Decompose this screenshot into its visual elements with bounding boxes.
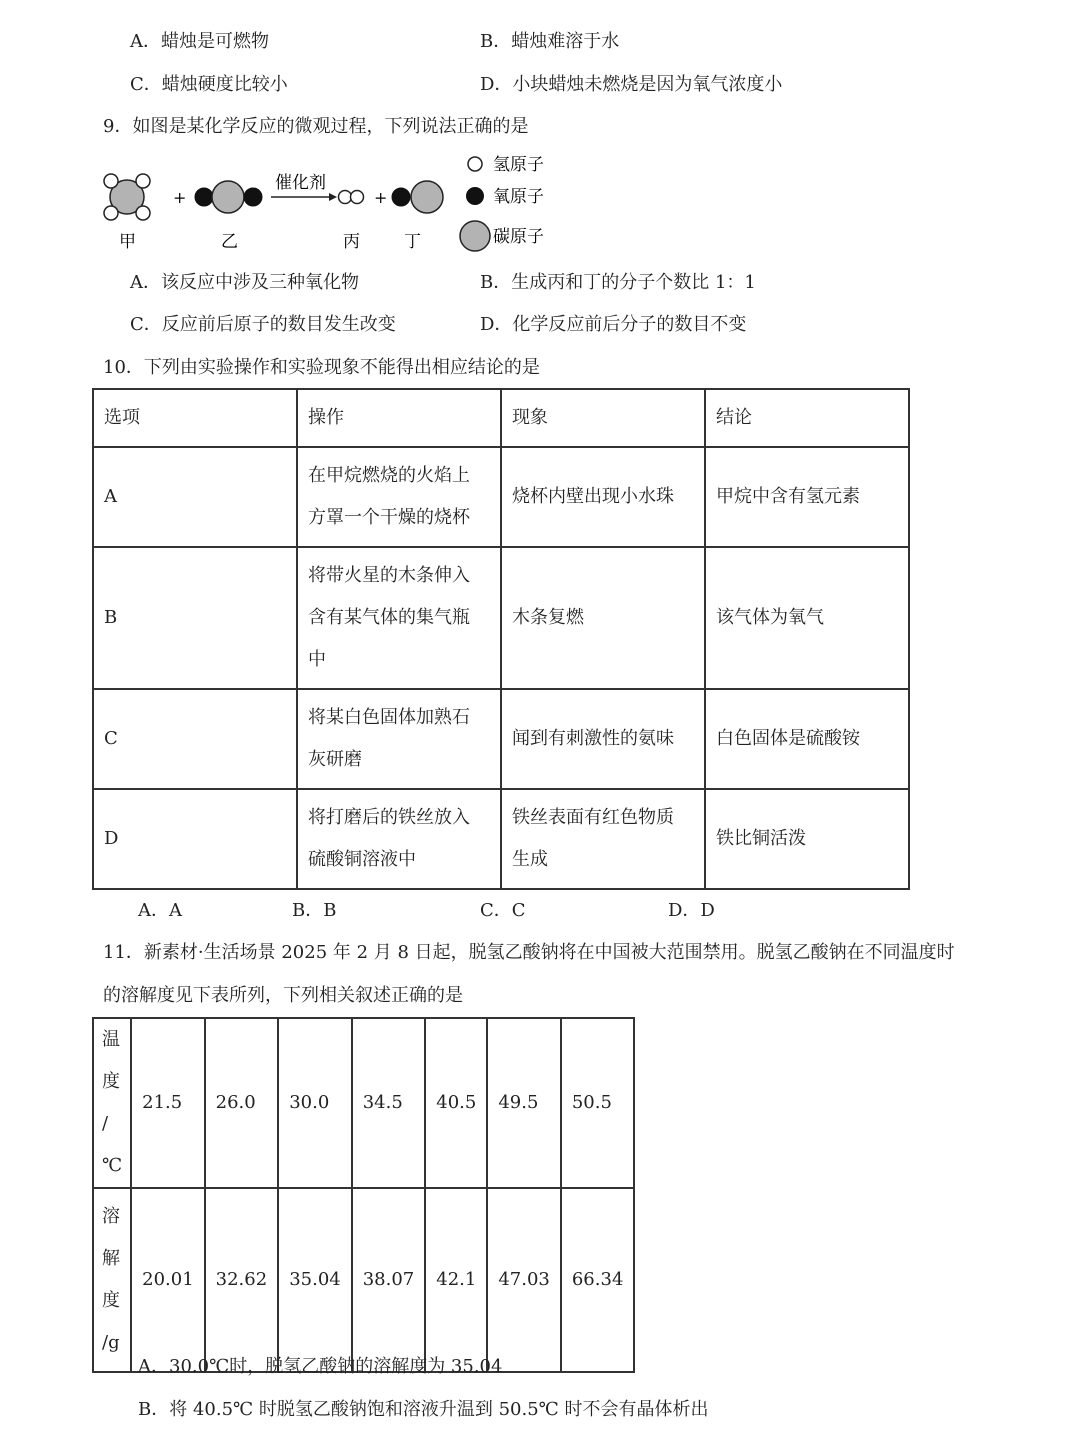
q11-solubility-row: [93, 1188, 634, 1372]
q11-sol-cell-4: 38.07: [352, 1188, 426, 1372]
molecule-jia: [104, 174, 150, 220]
q11-temp-cell-4: 34.5: [352, 1018, 426, 1188]
q10-row-a-conclusion: 甲烷中含有氢元素: [705, 447, 909, 547]
q10-option-c: C．C: [480, 900, 526, 921]
q9-option-b: B．生成丙和丁的分子个数比 1：1: [480, 272, 756, 293]
label-ding: 丁: [404, 232, 421, 252]
q11-temp-cell-1: 21.5: [131, 1018, 205, 1188]
q11-solubility-label-line-3: 度: [102, 1290, 120, 1311]
reaction-diagram: [95, 150, 565, 260]
q11-sol-cell-3: 35.04: [278, 1188, 352, 1372]
q10-row-a-operation-line-1: 在甲烷燃烧的火焰上: [308, 465, 470, 486]
q11-sol-cell-1: 20.01: [131, 1188, 205, 1372]
q10-option-d: D．D: [668, 900, 715, 921]
legend-oxygen-icon: [466, 187, 484, 205]
q10-header-conclusion: 结论: [705, 389, 909, 447]
q10-row-d-phenomenon-line-1: 铁丝表面有红色物质: [512, 807, 674, 828]
q10-row-d-operation-line-1: 将打磨后的铁丝放入: [308, 807, 470, 828]
reaction-arrow-head: [329, 193, 337, 201]
q10-row-d-conclusion: 铁比铜活泼: [705, 789, 909, 889]
label-bing: 丙: [343, 232, 360, 252]
q10-row-b-operation-line-3: 中: [308, 649, 326, 670]
q11-temp-cell-5: 40.5: [425, 1018, 487, 1188]
legend-hydrogen: 氢原子: [493, 155, 544, 175]
q11-sol-cell-7: 66.34: [561, 1188, 635, 1372]
q10-row-b-conclusion: 该气体为氧气: [705, 547, 909, 689]
q11-temp-cell-6: 49.5: [487, 1018, 561, 1188]
q10-header-row: [93, 389, 909, 447]
q11-temperature-label: [93, 1018, 131, 1188]
q10-option-b: B．B: [292, 900, 337, 921]
q11-solubility-table: [92, 1017, 635, 1373]
q10-stem: 10．下列由实验操作和实验现象不能得出相应结论的是: [103, 357, 540, 378]
q11-stem-line-1: 11．新素材·生活场景 2025 年 2 月 8 日起，脱氢乙酸钠将在中国被大范围禁用。脱氢乙酸钠在不同温度时: [103, 942, 955, 963]
q10-row-c-operation-line-1: 将某白色固体加熟石: [308, 707, 470, 728]
label-yi: 乙: [221, 232, 238, 252]
q11-temp-cell-7: 50.5: [561, 1018, 635, 1188]
q11-solubility-label: [93, 1188, 131, 1372]
q9-option-c: C．反应前后原子的数目发生改变: [130, 314, 396, 335]
molecule-ding: [392, 181, 443, 213]
q10-row-d-phenomenon: [501, 789, 705, 889]
q10-row-b: [93, 547, 909, 689]
q10-row-d-operation-line-2: 硫酸铜溶液中: [308, 849, 416, 870]
q9-option-d: D．化学反应前后分子的数目不变: [480, 314, 747, 335]
q10-row-a-option: A: [93, 447, 297, 547]
q11-temp-cell-2: 26.0: [205, 1018, 279, 1188]
plus-sign-2: +: [374, 188, 388, 207]
q10-header-phenomenon: 现象: [501, 389, 705, 447]
catalyst-label: 催化剂: [275, 173, 326, 193]
q10-row-b-operation-line-1: 将带火星的木条伸入: [308, 565, 470, 586]
q11-solubility-label-line-2: 解: [102, 1248, 120, 1269]
q10-row-a-phenomenon-line-1: 烧杯内壁出现小水珠: [512, 486, 674, 507]
q11-sol-cell-5: 42.1: [425, 1188, 487, 1372]
q11-temperature-label-line-3: /℃: [102, 1113, 123, 1176]
q11-temp-cell-3: 30.0: [278, 1018, 352, 1188]
q10-row-d-operation: [297, 789, 501, 889]
molecule-yi: [195, 181, 262, 213]
q10-row-c-option: C: [93, 689, 297, 789]
q9-option-a: A．该反应中涉及三种氧化物: [130, 272, 359, 293]
q10-table: [92, 388, 910, 890]
q10-row-c-phenomenon-line-1: 闻到有刺激性的氨味: [512, 728, 674, 749]
q10-row-c-operation: [297, 689, 501, 789]
q8-option-b: B．蜡烛难溶于水: [480, 31, 620, 52]
q11-option-a: A．30.0℃时，脱氢乙酸钠的溶解度为 35.04: [138, 1356, 503, 1377]
q10-row-a-phenomenon: [501, 447, 705, 547]
q10-row-c: [93, 689, 909, 789]
q10-row-d-option: D: [93, 789, 297, 889]
legend-carbon-icon: [460, 221, 490, 251]
legend-hydrogen-icon: [468, 157, 482, 171]
q10-row-a-operation: [297, 447, 501, 547]
q10-row-b-option: B: [93, 547, 297, 689]
q8-option-d: D．小块蜡烛未燃烧是因为氧气浓度小: [480, 74, 783, 95]
q10-row-d: [93, 789, 909, 889]
q10-row-c-phenomenon: [501, 689, 705, 789]
q10-header-option: 选项: [93, 389, 297, 447]
q11-sol-cell-6: 47.03: [487, 1188, 561, 1372]
q11-sol-cell-2: 32.62: [205, 1188, 279, 1372]
q10-row-d-phenomenon-line-2: 生成: [512, 849, 548, 870]
q11-temperature-row: [93, 1018, 634, 1188]
legend-oxygen: 氧原子: [493, 187, 544, 207]
q10-row-b-operation: [297, 547, 501, 689]
q10-option-a: A．A: [138, 900, 182, 921]
q11-temperature-label-line-2: 度: [102, 1071, 120, 1092]
q10-row-c-conclusion: 白色固体是硫酸铵: [705, 689, 909, 789]
legend-carbon: 碳原子: [493, 227, 544, 247]
plus-sign-1: +: [173, 188, 187, 207]
q10-row-b-phenomenon-line-1: 木条复燃: [512, 607, 584, 628]
q9-stem: 9．如图是某化学反应的微观过程，下列说法正确的是: [103, 116, 529, 137]
reaction-diagram-svg: [95, 150, 565, 260]
q11-solubility-label-line-4: /g: [102, 1332, 120, 1353]
q11-solubility-label-line-1: 溶: [102, 1206, 120, 1227]
q11-option-b: B．将 40.5℃ 时脱氢乙酸钠饱和溶液升温到 50.5℃ 时不会有晶体析出: [138, 1399, 709, 1420]
q10-row-c-operation-line-2: 灰研磨: [308, 749, 362, 770]
q10-row-b-phenomenon: [501, 547, 705, 689]
q8-option-a: A．蜡烛是可燃物: [130, 31, 269, 52]
q11-temperature-label-line-1: 温: [102, 1029, 120, 1050]
q10-row-a: [93, 447, 909, 547]
q8-option-c: C．蜡烛硬度比较小: [130, 74, 288, 95]
q11-stem-line-2: 的溶解度见下表所列，下列相关叙述正确的是: [103, 985, 463, 1006]
q10-header-operation: 操作: [297, 389, 501, 447]
q10-row-b-operation-line-2: 含有某气体的集气瓶: [308, 607, 470, 628]
label-jia: 甲: [119, 232, 136, 252]
q10-row-a-operation-line-2: 方罩一个干燥的烧杯: [308, 507, 470, 528]
molecule-bing: [339, 191, 364, 204]
